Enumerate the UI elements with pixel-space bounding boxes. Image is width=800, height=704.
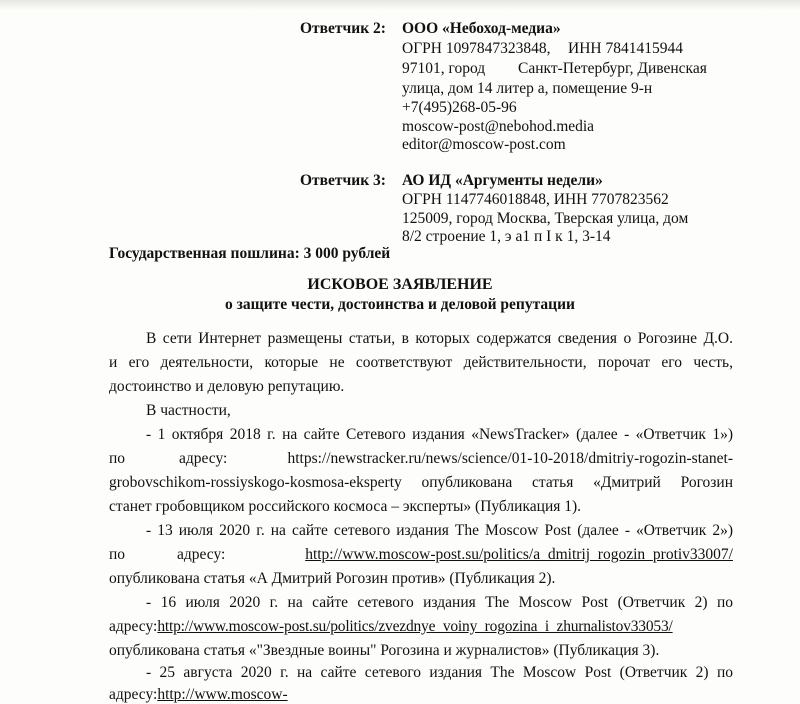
publication-3-line-3: опубликована статья «"Звездные воины" Рогозина и журналистов» (Публикация 3).	[109, 642, 660, 659]
respondent-2-inn: ИНН 7841415944	[568, 40, 683, 57]
publication-1-word-po: по	[109, 450, 126, 467]
publication-2-line-1: - 13 июля 2020 г. на сайте сетевого издания The Moscow Post (далее - «Ответчик 2»)	[146, 522, 733, 539]
publication-4-word-address: адресу:	[109, 686, 158, 703]
publication-1-line-1: - 1 октября 2018 г. на сайте Сетевого издания «NewsTracker» (далее - «Ответчик 1»)	[146, 426, 733, 443]
publication-2-url-link[interactable]: http://www.moscow-post.su/politics/a_dmitrij_rogozin_protiv33007/	[305, 546, 733, 563]
paragraph-1-line-1: В сети Интернет размещены статьи, в которых содержатся сведения о Рогозине Д.О.	[146, 330, 733, 347]
paragraph-1-line-3: достоинство и деловую репутацию.	[109, 378, 345, 395]
respondent-2-phone: +7(495)268-05-96	[402, 99, 517, 116]
publication-3-url-link[interactable]: http://www.moscow-post.su/politics/zvezdnye_voiny_rogozina_i_zhurnalistov33053/	[157, 618, 673, 635]
respondent-3-address-line1: 125009, город Москва, Тверская улица, дом	[402, 210, 689, 227]
state-fee: Государственная пошлина: 3 000 рублей	[109, 245, 391, 262]
publication-4-line-2	[109, 686, 733, 704]
publication-2-word-po: по	[109, 546, 126, 563]
publication-3-line-1: - 16 июля 2020 г. на сайте сетевого издания The Moscow Post (Ответчик 2) по	[146, 594, 733, 611]
publication-3-word-address: адресу:	[109, 618, 158, 635]
respondent-2-label: Ответчик 2:	[300, 20, 386, 37]
publication-3-line-2	[109, 618, 733, 636]
document-title: ИСКОВОЕ ЗАЯВЛЕНИЕ	[307, 276, 493, 293]
publication-2-line-3: опубликована статья «А Дмитрий Рогозин против» (Публикация 2).	[109, 570, 556, 587]
publication-1-line-4: станет гробовщиком российского космоса – эксперты» (Публикация 1).	[109, 498, 582, 515]
publication-1-line-3: grobovschikom-rossiyskogo-kosmosa-eksperty опубликована статья «Дмитрий Рогозин	[109, 474, 733, 491]
respondent-2-address-part1: 97101, город	[402, 60, 486, 77]
respondent-3-label: Ответчик 3:	[300, 172, 386, 189]
respondent-3-name: АО ИД «Аргументы недели»	[402, 172, 603, 189]
respondent-2-email-1: moscow-post@nebohod.media	[402, 118, 595, 135]
paragraph-2: В частности,	[146, 402, 231, 419]
scan-edge-shadow	[0, 0, 800, 10]
publication-4-url-link[interactable]: http://www.moscow-	[157, 686, 288, 703]
respondent-3-address-line2: 8/2 строение 1, э а1 п I к 1, 3-14	[402, 228, 611, 245]
respondent-2-email-2: editor@moscow-post.com	[402, 136, 566, 153]
publication-1-word-address: адресу:	[179, 450, 228, 467]
respondent-2-address-line2: улица, дом 14 литер а, помещение 9-н	[402, 80, 653, 97]
respondent-2-ogrn: ОГРН 1097847323848,	[402, 40, 551, 57]
paragraph-1-line-2: и его деятельности, которые не соответствуют действительности, порочат его честь,	[109, 354, 733, 371]
publication-2-word-address: адресу:	[177, 546, 226, 563]
document-subtitle: о защите чести, достоинства и деловой репутации	[225, 296, 575, 313]
publication-1-url-part1: https://newstracker.ru/news/science/01-10-2018/dmitriy-rogozin-stanet-	[287, 450, 733, 467]
respondent-2-address-part2: Санкт-Петербург, Дивенская	[518, 60, 707, 77]
respondent-2-name: ООО «Небоход-медиа»	[402, 20, 561, 37]
publication-4-line-1: - 25 августа 2020 г. на сайте сетевого издания The Moscow Post (Ответчик 2) по	[146, 664, 733, 681]
respondent-3-ogrn-inn: ОГРН 1147746018848, ИНН 7707823562	[402, 191, 669, 208]
